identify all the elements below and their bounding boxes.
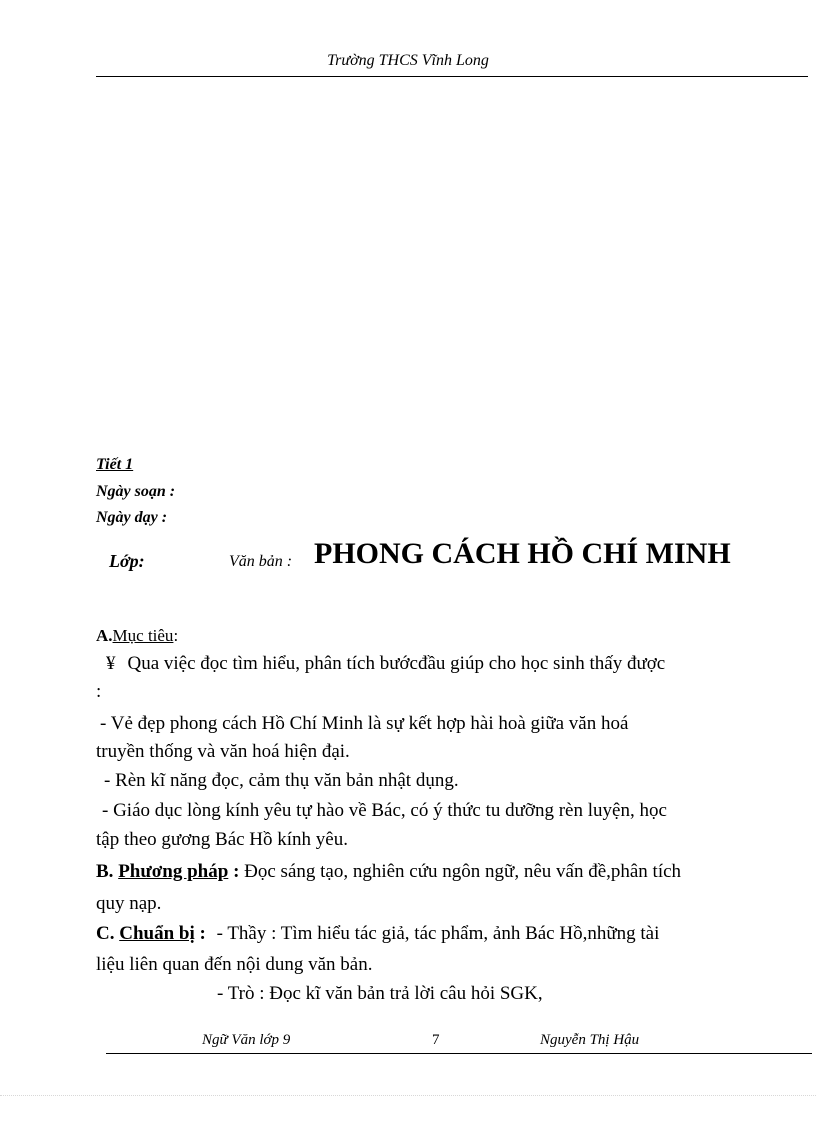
objective-1: - Vẻ đẹp phong cách Hồ Chí Minh là sự kết hợp hài hoà giữa văn hoá (100, 713, 629, 734)
objective-3-cont: tập theo gương Bác Hồ kính yêu. (96, 829, 348, 850)
objective-3: - Giáo dục lòng kính yêu tự hào về Bác, có ý thức tu dưỡng rèn luyện, học (102, 800, 667, 821)
footer-author: Nguyễn Thị Hậu (540, 1032, 640, 1048)
bullet-icon: ¥ (106, 653, 116, 674)
section-a-heading (96, 624, 178, 648)
section-c-prefix: C. (96, 923, 115, 944)
section-a-prefix: A. (96, 626, 113, 645)
section-a-title: Mục tiêu (112, 626, 174, 645)
section-b-title: Phương pháp (118, 861, 229, 882)
section-c-teacher: - Thầy : Tìm hiểu tác giả, tác phẩm, ảnh Bác Hồ,những tài (216, 923, 660, 944)
section-c-title: Chuẩn bị (119, 923, 195, 944)
lesson-title: PHONG CÁCH HỒ CHÍ MINH (314, 537, 731, 570)
footer-subject: Ngữ Văn lớp 9 (202, 1032, 291, 1048)
section-c-suffix: : (199, 923, 206, 944)
section-b-cont: quy nạp. (96, 893, 162, 914)
section-b-text: Đọc sáng tạo, nghiên cứu ngôn ngữ, nêu vấn đề,phân tích (244, 861, 682, 882)
section-c-student: - Trò : Đọc kĩ văn bản trả lời câu hỏi SGK, (217, 983, 543, 1004)
page-header: Trường THCS Vĩnh Long (327, 52, 489, 69)
page-number: 7 (432, 1032, 440, 1048)
header-rule (96, 76, 808, 77)
prep-date-label: Ngày soạn : (96, 483, 176, 500)
section-b-suffix: : (233, 861, 240, 882)
section-b-prefix: B. (96, 861, 114, 882)
section-a-intro (106, 652, 665, 676)
objective-2: - Rèn kĩ năng đọc, cảm thụ văn bản nhật dụng. (104, 770, 459, 791)
section-c-teacher-cont: liệu liên quan đến nội dung văn bản. (96, 954, 373, 975)
footer-rule (106, 1053, 812, 1054)
objective-1-cont: truyền thống và văn hoá hiện đại. (96, 741, 350, 762)
page-edge-divider (0, 1095, 816, 1096)
text-type-label: Văn bản : (229, 553, 293, 570)
teach-date-label: Ngày dạy : (96, 509, 168, 526)
period-label: Tiết 1 (96, 456, 134, 473)
section-b (96, 860, 681, 884)
class-label: Lớp: (109, 551, 145, 571)
section-a-intro-cont: : (96, 681, 102, 702)
section-a-intro-text: Qua việc đọc tìm hiểu, phân tích bướcđầu giúp cho học sinh thấy được (127, 653, 666, 674)
section-c (96, 922, 659, 946)
section-a-suffix: : (173, 626, 179, 645)
